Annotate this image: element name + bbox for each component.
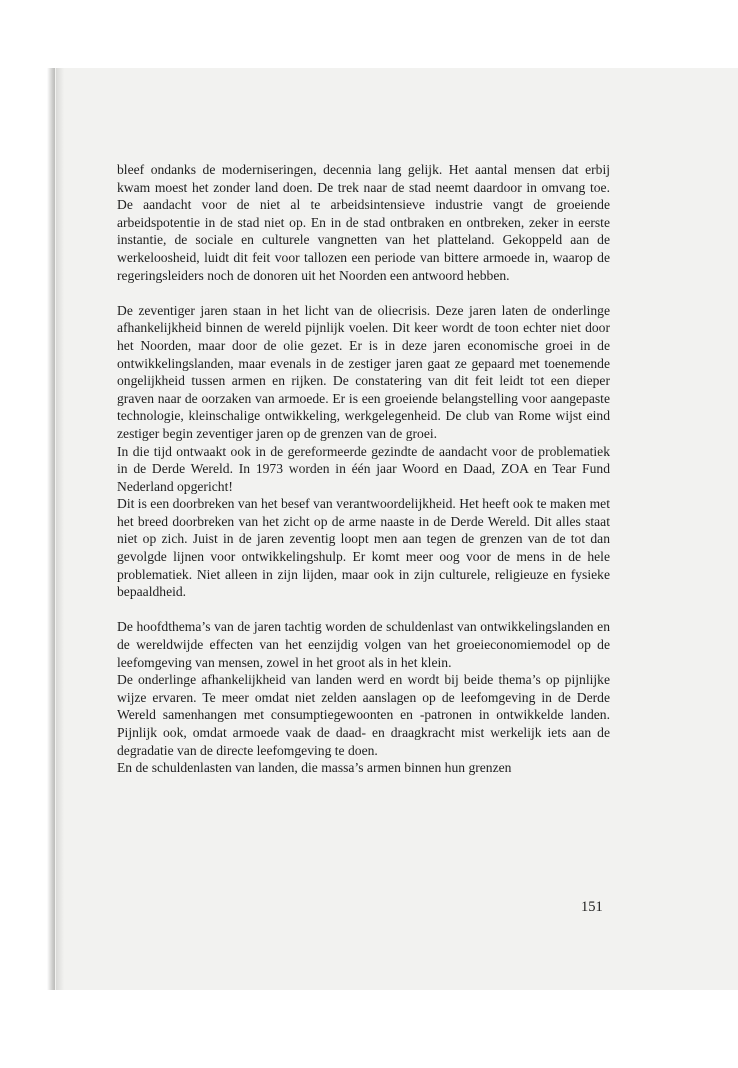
page-gutter-shadow xyxy=(56,68,64,990)
paragraph-5: De hoofdthema’s van de jaren tachtig worden de schuldenlast van ontwikkelingslanden en de wereldwijde effecten van het eenzijdig volgen van het groeieconomiemodel op de leefomgeving van mensen, zowel in het groot als in het klein. xyxy=(117,619,610,670)
paragraph-7: En de schuldenlasten van landen, die massa’s armen binnen hun grenzen xyxy=(117,760,512,776)
paragraph-6: De onderlinge afhankelijkheid van landen werd en wordt bij beide thema’s op pijnlijke wijze ervaren. Te meer omdat niet zelden aanslagen op de leefomgeving in de Derde Wereld samenhangen met consumptiegewoonten en -patronen in ontwikkelde landen. Pijnlijk ook, omdat armoede vaak de daad- en draagkracht mist werkelijk iets aan de degradatie van de directe leefomgeving te doen. xyxy=(117,672,610,758)
body-text xyxy=(117,161,610,777)
paragraph-4: Dit is een doorbreken van het besef van verantwoordelijkheid. Het heeft ook te maken met het breed doorbreken van het zicht op de arme naaste in de Derde Wereld. Dit alles staat niet op zich. Juist in de jaren zeventig loopt men aan tegen de grenzen van de tot dan gevolgde lijnen voor ontwikkelingshulp. Er komt meer oog voor de mens in de hele problematiek. Niet alleen in zijn lijden, maar ook in zijn culturele, religieuze en fysieke bepaaldheid. xyxy=(117,496,610,600)
page-number: 151 xyxy=(581,899,603,915)
paragraph-3: In die tijd ontwaakt ook in de gereformeerde gezindte de aandacht voor de problematiek in de Derde Wereld. In 1973 worden in één jaar Woord en Daad, ZOA en Tear Fund Nederland opgericht! xyxy=(117,443,610,494)
paragraph-2: De zeventiger jaren staan in het licht van de oliecrisis. Deze jaren laten de onderlinge afhankelijkheid binnen de wereld pijnlijk voelen. Dit keer wordt de toon echter niet door het Noorden, maar door de olie gezet. Er is in deze jaren economische groei in de ontwikkelingslanden, maar evenals in de zestiger jaren gaat ze gepaard met toenemende ongelijkheid tussen armen en rijken. De constatering van dit feit leidt tot een dieper graven naar de oorzaken van armoede. Er is een groeiende belangstelling voor aangepaste technologie, kleinschalige ontwikkeling, werkgelegenheid. De club van Rome wijst eind zestiger begin zeventiger jaren op de grenzen van de groei. xyxy=(117,302,610,441)
paragraph-1: bleef ondanks de moderniseringen, decennia lang gelijk. Het aantal mensen dat erbij kwam moest het zonder land doen. De trek naar de stad neemt daardoor in omvang toe. De aandacht voor de niet al te arbeidsintensieve industrie vangt de groeiende arbeidspotentie in de stad niet op. En in de stad ontbraken en ontbreken, zeker in eerste instantie, de sociale en culturele vangnetten van het platteland. Gekoppeld aan de werkeloosheid, luidt dit feit voor tallozen een periode van bittere armoede in, waarop de regeringsleiders noch de donoren uit het Noorden een antwoord hebben. xyxy=(117,162,610,283)
